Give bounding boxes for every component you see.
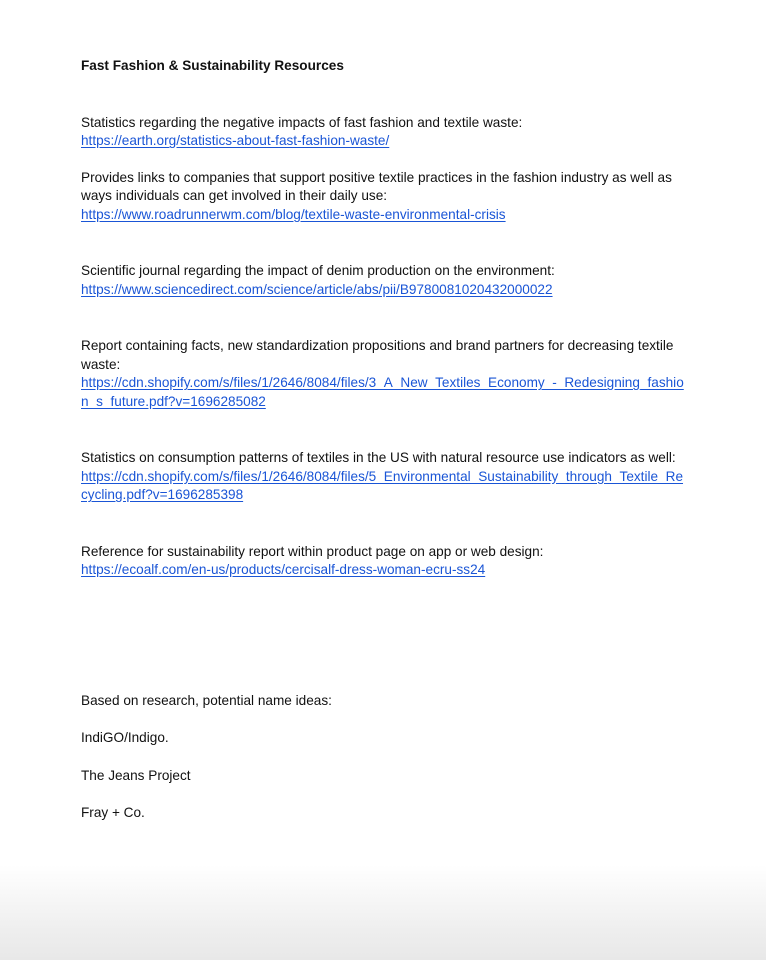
name-idea: [81, 729, 687, 748]
resource-description: Report containing facts, new standardization propositions and brand partners for decreasing textile waste:: [81, 338, 674, 372]
resource-description: Statistics regarding the negative impacts of fast fashion and textile waste:: [81, 114, 523, 130]
resource-item: [81, 337, 687, 411]
resource-item: [81, 169, 687, 225]
resource-description: Scientific journal regarding the impact of denim production on the environment:: [81, 263, 555, 278]
resource-item: [81, 262, 687, 299]
resource-item: [81, 543, 687, 580]
resource-link[interactable]: https://cdn.shopify.com/s/files/1/2646/8084/files/5_Environmental_Sustainability_through_Textile_Recycling.pdf?v=1696285398: [81, 468, 684, 502]
resource-link[interactable]: https://earth.org/statistics-about-fast-fashion-waste/: [81, 133, 390, 148]
names-section: [81, 692, 687, 711]
resource-description: Provides links to companies that support positive textile practices in the fashion industry as well as ways individuals can get involved in their daily use:: [81, 169, 672, 203]
resource-item: [81, 449, 687, 505]
name-idea-text: Fray + Co.: [81, 805, 145, 820]
name-idea: [81, 804, 687, 823]
name-idea-text: IndiGO/Indigo.: [81, 730, 169, 745]
resource-item: [81, 114, 687, 151]
resource-description: Reference for sustainability report within product page on app or web design:: [81, 543, 544, 559]
resource-link[interactable]: https://ecoalf.com/en-us/products/cercisalf-dress-woman-ecru-ss24: [81, 562, 486, 577]
names-intro-text: Based on research, potential name ideas:: [81, 692, 332, 708]
resource-link[interactable]: https://www.sciencedirect.com/science/article/abs/pii/B9780081020432000022: [81, 281, 553, 297]
resource-link[interactable]: https://cdn.shopify.com/s/files/1/2646/8084/files/3_A_New_Textiles_Economy_-_Redesigning_fashion_s_future.pdf?v=1696285082: [81, 375, 684, 409]
document-body: [81, 57, 687, 823]
resource-link[interactable]: https://www.roadrunnerwm.com/blog/textile-waste-environmental-crisis: [81, 206, 506, 222]
page-title: Fast Fashion & Sustainability Resources: [81, 58, 344, 73]
page-bottom-shadow: [0, 865, 766, 960]
resource-description: Statistics on consumption patterns of textiles in the US with natural resource use indicators as well:: [81, 450, 676, 465]
name-idea-text: The Jeans Project: [81, 767, 191, 783]
name-idea: [81, 767, 687, 786]
